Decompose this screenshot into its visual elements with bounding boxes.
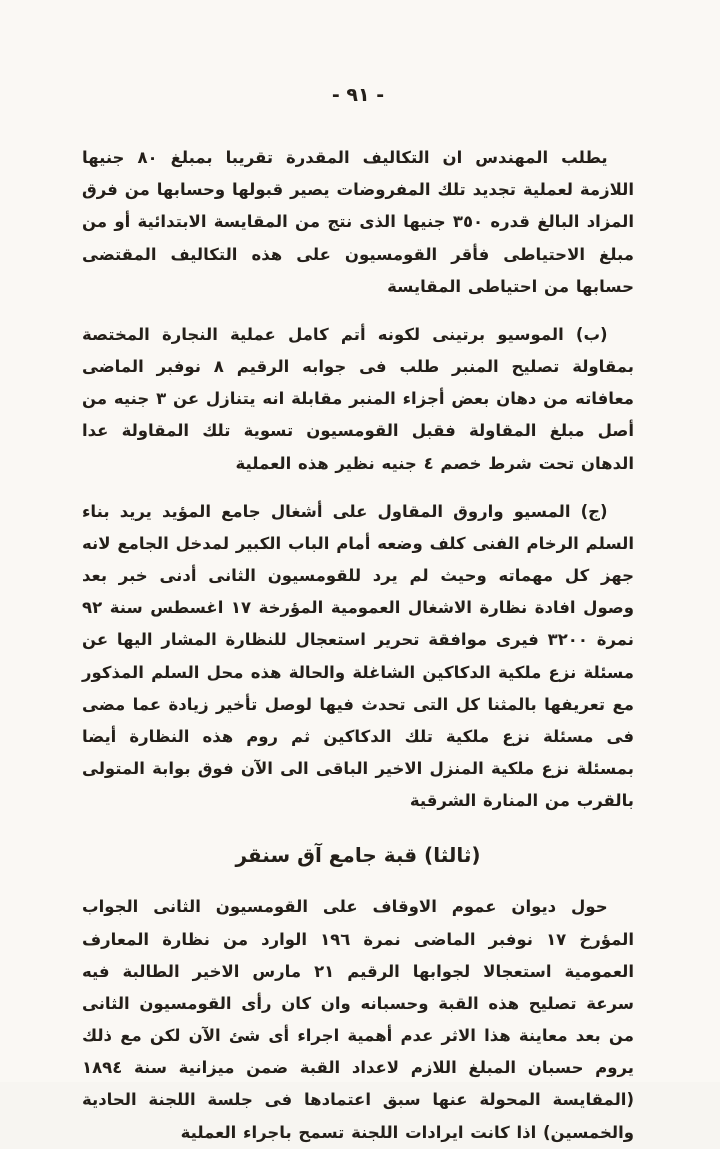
- page-number: - ٩١ -: [331, 84, 385, 106]
- paragraph-item-b: (ب) الموسيو برتينى لكونه أتم كامل عملية النجارة المختصة بمقاولة تصليح المنبر طلب فى جوابه الرقيم ٨ نوفبر الماضى معافاته من دهان بعض أجزاء المنبر مقابلة انه يتنازل عن ٣ جنيه من أصل مبلغ المقاولة فقبل القومسيون تسوية تلك المقاولة عدا الدهان تحت شرط خصم ٤ جنيه نظير هذه العملية: [82, 324, 634, 473]
- paragraph-costs-approval: يطلب المهندس ان التكاليف المقدرة تقريبا بمبلغ ٨٠ جنيها اللازمة لعملية تجديد تلك المفروضات يصير قبولها وحسابها من فرق المزاد البالغ قدره ٣٥٠ جنيها الذى نتج من المقايسة الابتدائية أو من مبلغ الاحتياطى فأقر القومسيون على هذه التكاليف المقتضى حسابها من احتياطى المقايسة: [82, 148, 634, 296]
- paragraph-dome-section: حول ديوان عموم الاوقاف على القومسيون الثانى الجواب المؤرخ ١٧ نوفبر الماضى نمرة ١٩٦ الوارد من نظارة المعارف العمومية استعجالا لجوابها الرقيم ٢١ مارس الاخير الطالبة فيه سرعة تصليح هذه القبة وحسبانه وان كان رأى القومسيون الثانى من بعد معاينة هذا الاثر عدم أهمية اجراء أى شئ الآن لكن مع ذلك يروم حسبان المبلغ اللازم لاعداد القبة ضمن ميزانية سنة ١٨٩٤ (المقايسة المحولة عنها سبق اعتمادها فى جلسة اللجنة الحادية والخمسين) اذا كانت ايرادات اللجنة تسمح باجراء العملية: [82, 897, 634, 1142]
- section-heading: (ثالثا) قبة جامع آق سنقر: [235, 843, 481, 868]
- paragraph-item-c: (ج) المسيو واروق المقاول على أشغال جامع المؤيد يريد بناء السلم الرخام الفنى كلف وضعه أمام الباب الكبير لمدخل الجامع لانه جهز كل مهماته وحيث لم يرد للقومسيون الثانى أدنى خبر بعد وصول افادة نظارة الاشغال العمومية المؤرخة ١٧ اغسطس سنة ٩٢ نمرة ٣٢٠٠ فيرى موافقة تحرير استعجال للنظارة المشار اليها عن مسئلة نزع ملكية الدكاكين الشاغلة والحالة هذه محل السلم المذكور مع تعريفها بالمثنا كل التى تحدث فيها لوصل تأخير زيادة عما مضى فى مسئلة نزع ملكية تلك الدكاكين ثم روم هذه النظارة أيضا بمسئلة نزع ملكية المنزل الاخير الباقى الى الآن فوق بوابة المتولى بالقرب من المنارة الشرقية: [82, 501, 635, 811]
